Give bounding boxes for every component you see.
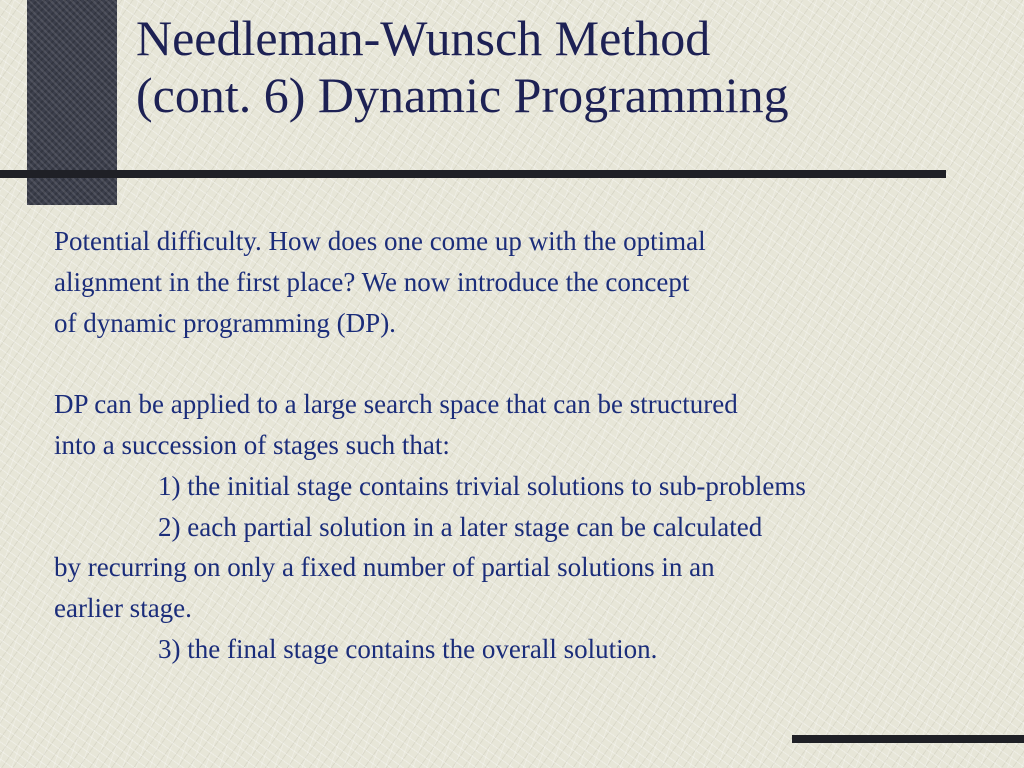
list-item-3: 3) the final stage contains the overall solution.	[158, 633, 658, 664]
slide-title	[136, 10, 1006, 124]
body-blank-line	[54, 343, 1014, 384]
body-line-5: DP can be applied to a large search space that can be structured	[54, 389, 738, 420]
body-line-3: of dynamic programming (DP).	[54, 307, 396, 338]
list-item-2: 2) each partial solution in a later stage can be calculated	[158, 511, 763, 542]
body-line-1: Potential difficulty. How does one come up with the optimal	[54, 226, 706, 256]
slide-body-text	[54, 221, 1014, 670]
body-line-6: into a succession of stages such that:	[54, 429, 450, 460]
body-line-2: alignment in the first place? We now introduce the concept	[54, 266, 690, 297]
footer-divider-rule	[792, 735, 1024, 743]
slide-title-line-1: Needleman-Wunsch Method	[136, 10, 711, 66]
list-item-2-continuation-2: earlier stage.	[54, 593, 192, 624]
list-item-1: 1) the initial stage contains trivial solutions to sub-problems	[158, 470, 806, 501]
list-item-2-continuation-1: by recurring on only a fixed number of partial solutions in an	[54, 552, 715, 583]
title-divider-rule	[0, 170, 946, 178]
slide-title-line-2: (cont. 6) Dynamic Programming	[136, 67, 789, 123]
